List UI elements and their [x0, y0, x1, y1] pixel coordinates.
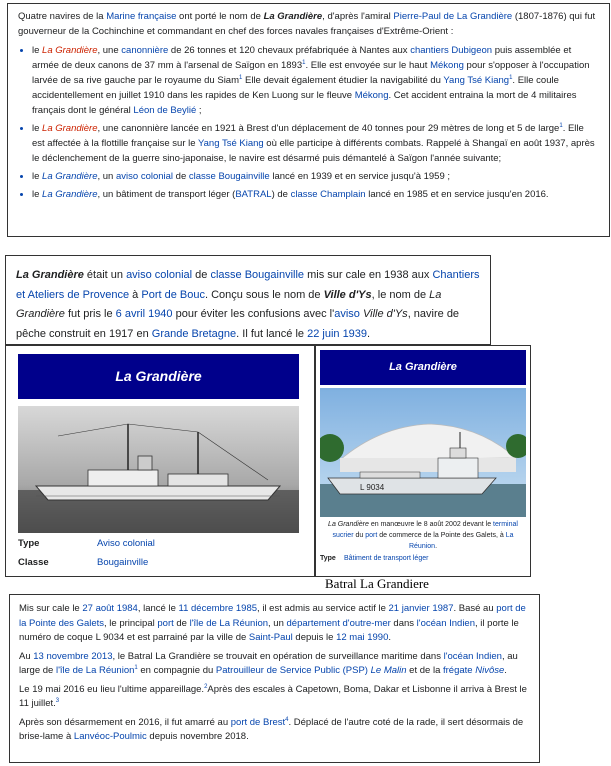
- link-nivose[interactable]: Nivôse: [475, 665, 505, 676]
- text: , une: [97, 45, 122, 56]
- text: , un bâtiment de transport léger (: [97, 189, 236, 200]
- text: .: [367, 327, 371, 340]
- list-item: [32, 169, 599, 184]
- link-ocean-indien[interactable]: l'océan Indien: [443, 650, 502, 662]
- link-yangtse[interactable]: Yang Tsé Kiang: [198, 138, 264, 149]
- text: Quatre navires de la: [18, 11, 107, 22]
- link-la-reunion[interactable]: l'île de La Réunion: [55, 665, 135, 676]
- text: , le nom de: [371, 288, 430, 301]
- text: . Déplacé de l'autre coté de la rade, il sert désormais de brise-lame à: [19, 716, 524, 742]
- text: , d'après l'amiral: [322, 11, 394, 22]
- link-aviso[interactable]: aviso: [334, 308, 360, 320]
- link-classe-bougainville[interactable]: classe Bougainville: [188, 171, 270, 182]
- list-item: [32, 121, 599, 166]
- ships-list-section: [7, 3, 610, 237]
- paragraph: [19, 716, 532, 745]
- link-ocean-indien[interactable]: l'océan Indien: [416, 617, 476, 629]
- link-date[interactable]: 12 mai 1990: [336, 632, 389, 643]
- ship-name: Ville d'Ys: [362, 308, 408, 320]
- paragraph: [19, 683, 532, 712]
- link-mekong[interactable]: Mékong: [430, 60, 464, 71]
- link-classe-champlain[interactable]: classe Champlain: [290, 189, 366, 200]
- text: . Elle est envoyée sur le haut: [305, 60, 431, 71]
- text: en compagnie du: [137, 665, 216, 676]
- link-type-value[interactable]: Bâtiment de transport léger: [344, 555, 429, 562]
- link-date[interactable]: 21 janvier 1987: [388, 603, 454, 614]
- text: fut pris le: [64, 308, 116, 320]
- text: pour éviter les confusions avec l': [172, 308, 335, 320]
- text: lancé en 1939 et en service jusqu'à 1959 ;: [269, 171, 451, 182]
- footnote-ref[interactable]: 4: [285, 716, 289, 723]
- link-terminal[interactable]: terminal sucrier: [332, 521, 518, 539]
- text: à: [129, 288, 142, 301]
- row-key: Type: [18, 538, 40, 549]
- text: de commerce de la Pointe des Galets, à: [377, 532, 506, 539]
- hull-number: L 9034: [360, 483, 385, 492]
- link-port-de-bouc[interactable]: Port de Bouc: [141, 288, 205, 301]
- aviso-section: [5, 255, 491, 345]
- text: le: [32, 45, 43, 56]
- link-port[interactable]: port: [365, 532, 378, 539]
- text: . Basé au: [453, 603, 497, 614]
- link-dom[interactable]: département d'outre-mer: [286, 617, 391, 629]
- link-grande-bretagne[interactable]: Grande Bretagne: [151, 327, 237, 340]
- link-yangtse[interactable]: Yang Tsé Kiang: [443, 75, 510, 86]
- text: puis assemblée et armée de deux canons de 37 mm à l'arsenal de Saïgon en 1893: [32, 45, 572, 71]
- footnote-ref[interactable]: 1: [239, 74, 243, 81]
- infobox-row-class: [18, 557, 304, 568]
- text: . Cet accident entraina la mort de 4 militaires français dont le général: [32, 90, 577, 116]
- text: depuis le: [292, 632, 337, 643]
- footnote-ref[interactable]: 1: [302, 59, 306, 66]
- link-saint-paul[interactable]: Saint-Paul: [248, 632, 293, 643]
- link-la-reunion[interactable]: l'île de La Réunion: [189, 617, 269, 629]
- link-marine-francaise[interactable]: Marine française: [106, 11, 177, 22]
- link-dubigeon[interactable]: chantiers Dubigeon: [410, 45, 493, 56]
- row-key: Classe: [18, 557, 49, 568]
- link-fregate[interactable]: frégate: [443, 665, 473, 676]
- ship-name: La Grandière: [16, 288, 442, 320]
- link-chantiers-provence[interactable]: Chantiers et Ateliers de Provence: [16, 269, 480, 301]
- text: .: [504, 665, 507, 676]
- link-canonniere[interactable]: canonnière: [121, 45, 169, 56]
- text: le: [32, 189, 43, 200]
- infobox-title: La Grandière: [320, 350, 526, 385]
- link-port-de-brest[interactable]: port de Brest: [230, 716, 286, 728]
- text: où elle participe à différents combats. Rappelé à Shangaï en août 1937, après le déclenchement de la guerre sino-japonaise, le navire est désarmé puis démantelé à Saïgon l'année suivante;: [32, 138, 595, 164]
- footnote-ref[interactable]: 1: [509, 74, 513, 81]
- text: Après des escales à Capetown, Boma, Dakar et Lisbonne il arriva à Brest le 11 juillet.: [19, 683, 527, 709]
- text: dans: [390, 617, 417, 629]
- link-psp[interactable]: Patrouilleur de Service Public (PSP): [215, 665, 368, 676]
- text: Le 19 mai 2016 eu lieu l'ultime appareillage.: [19, 683, 205, 695]
- ship-name: Ville d'Ys: [323, 288, 372, 301]
- link-admiral[interactable]: Pierre-Paul de La Grandière: [393, 11, 513, 22]
- link-classe-bougainville[interactable]: classe Bougainville: [210, 269, 305, 281]
- text: . Elle coule accidentellement en juillet 1910 dans les rapides de Ken Luong sur le fleuve: [32, 75, 559, 101]
- link-date[interactable]: 13 novembre 2013: [33, 650, 113, 662]
- ship-photo: [18, 406, 299, 533]
- link-lanveoc[interactable]: Lanvéoc-Poulmic: [73, 731, 147, 742]
- text: , un: [268, 617, 287, 629]
- link-aviso-colonial[interactable]: aviso colonial: [126, 269, 193, 281]
- link-ship-redlink[interactable]: La Grandière: [42, 123, 98, 134]
- paragraph: [19, 602, 532, 646]
- text: ) de: [271, 189, 291, 200]
- list-item: [32, 43, 599, 118]
- text: .: [388, 632, 392, 643]
- text: , lancé le: [137, 603, 179, 614]
- text: , il est admis au service actif le: [257, 603, 389, 614]
- link-ship[interactable]: La Grandière: [42, 171, 98, 182]
- footnote-ref[interactable]: 1: [134, 664, 138, 671]
- infobox-title: La Grandière: [18, 354, 299, 399]
- text: Mis sur cale le: [19, 603, 83, 614]
- text: de: [192, 269, 211, 281]
- ships-list: [18, 43, 599, 202]
- text: pour s'opposer à l'occupation larvée de sa rive gauche par le royaume du Siam: [32, 60, 590, 86]
- text: , le Batral La Grandière se trouvait en opération de surveillance maritime dans: [112, 650, 444, 662]
- text: lancé en 1985 et en service jusqu'en 2016.: [365, 189, 549, 200]
- photo-caption-small: [320, 519, 526, 552]
- link-type-value[interactable]: Aviso colonial: [97, 538, 155, 549]
- text: . Elle est affectée à la flottille française sur le: [32, 123, 584, 149]
- footnote-ref[interactable]: 2: [204, 683, 208, 690]
- text: .: [435, 543, 438, 550]
- link-ship-redlink[interactable]: La Grandière: [42, 45, 98, 56]
- link-mekong[interactable]: Mékong: [354, 90, 389, 101]
- text: Elle devait également étudier la navigabilité du: [242, 75, 444, 86]
- row-key: Type: [320, 555, 336, 562]
- text: (1807-1876) qui fut gouverneur de la Cochinchine et commandant en chef des forces navales françaises d'Extrême-Orient :: [18, 11, 596, 37]
- link-port[interactable]: port: [157, 617, 174, 629]
- ship-name: La Grandière: [263, 11, 323, 22]
- link-class-value[interactable]: Bougainville: [97, 557, 149, 568]
- infobox-row-type: [18, 538, 304, 549]
- text: , il porte le numéro de coque L 9034 et est parrainé par la ville de: [19, 617, 519, 643]
- text: du: [353, 532, 366, 539]
- text: mis sur cale en 1938 aux: [304, 269, 433, 281]
- text: le: [32, 123, 43, 134]
- infobox-batral: [315, 345, 531, 577]
- link-date[interactable]: 22 juin 1939: [307, 327, 368, 340]
- text: était un: [83, 269, 127, 281]
- ship-name: La Grandière: [328, 521, 369, 528]
- text: et de la: [406, 665, 443, 676]
- text: , navire de pêche construit en 1917 en: [16, 308, 460, 340]
- text: le: [32, 171, 43, 182]
- link-port-pointe-galets[interactable]: port de la Pointe des Galets: [19, 603, 526, 629]
- link-le-malin[interactable]: Le Malin: [370, 665, 407, 676]
- footnote-ref[interactable]: 3: [55, 697, 60, 704]
- text: Après son désarmement en 2016, il fut amarré au: [19, 716, 231, 728]
- footnote-ref[interactable]: 1: [559, 122, 563, 129]
- paragraph: [19, 650, 532, 679]
- link-date[interactable]: 11 décembre 1985: [178, 603, 258, 614]
- link-la-reunion[interactable]: La Réunion: [408, 532, 514, 550]
- infobox-row-type: [320, 555, 530, 562]
- text: . Il fut lancé le: [236, 327, 308, 340]
- text: de: [173, 617, 190, 629]
- link-aviso-colonial[interactable]: aviso colonial: [116, 171, 174, 182]
- list-item: [32, 187, 599, 202]
- text: , le principal: [104, 617, 158, 629]
- text: , au large de: [19, 650, 518, 676]
- text: , une canonnière lancée en 1921 à Brest d'un déplacement de 40 tonnes pour 29 mètres de long et 5 de large: [97, 123, 560, 134]
- text: ont porté le nom de: [176, 11, 264, 22]
- text: depuis novembre 2018.: [146, 731, 249, 742]
- link-beylie[interactable]: Léon de Beylié: [133, 105, 197, 116]
- link-date[interactable]: 6 avril 1940: [115, 308, 173, 320]
- text: . Conçu sous le nom de: [204, 288, 324, 301]
- photo-caption: Batral La Grandiere: [325, 576, 429, 591]
- link-ship[interactable]: La Grandière: [42, 189, 98, 200]
- text: ;: [196, 105, 202, 116]
- batral-history-section: [9, 594, 540, 763]
- text: de 26 tonnes et 120 chevaux préfabriquée à Nantes aux: [168, 45, 411, 56]
- link-batral[interactable]: BATRAL: [235, 189, 272, 200]
- infobox-aviso: [5, 345, 315, 577]
- text: , un: [97, 171, 116, 182]
- ship-name: La Grandière: [16, 269, 84, 281]
- link-date[interactable]: 27 août 1984: [82, 603, 138, 614]
- aviso-paragraph: [16, 266, 482, 344]
- ship-photo: [320, 388, 526, 517]
- text: Au: [19, 650, 34, 662]
- text: en manœuvre le 8 août 2002 devant le: [368, 521, 494, 528]
- intro-paragraph: [18, 9, 599, 39]
- text: de: [173, 171, 189, 182]
